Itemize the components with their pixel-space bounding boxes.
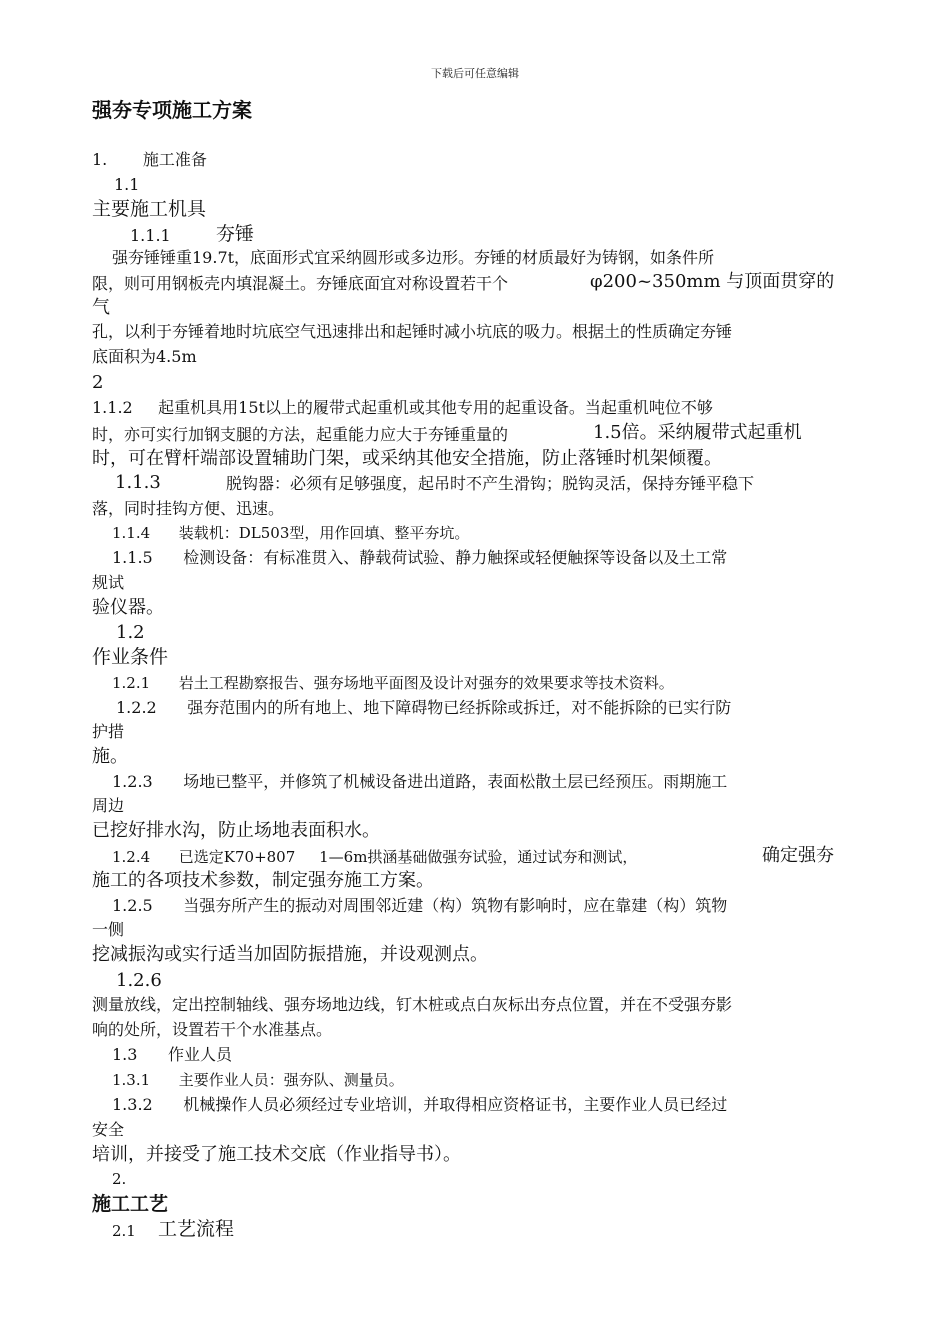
section-number-2: 2. bbox=[112, 1170, 127, 1188]
subsection-number-2-1: 2.1 bbox=[112, 1222, 136, 1240]
item-1-1-4: 1.1.4 装载机：DL503型，用作回填、整平夯坑。 bbox=[112, 524, 470, 542]
item-1-2-3: 1.2.3 场地已整平，并修筑了机械设备进出道路，表面松散土层已经预压。雨期施工 bbox=[112, 772, 728, 791]
paragraph-line: 施。 bbox=[92, 746, 128, 767]
paragraph-line: 时，可在臂杆端部设置辅助门架，或采纳其他安全措施，防止落锤时机架倾覆。 bbox=[92, 448, 722, 469]
paragraph-line: 气 bbox=[92, 297, 110, 318]
paragraph-line: 一侧 bbox=[92, 920, 125, 939]
subsection-title-1-1: 主要施工机具 bbox=[92, 198, 207, 220]
section-heading-1: 1. 施工准备 bbox=[92, 150, 207, 169]
paragraph-line: 培训，并接受了施工技术交底（作业指导书）。 bbox=[92, 1144, 461, 1165]
item-1-2-4: 1.2.4 已选定K70+807 1—6m拱涵基础做强夯试验，通过试夯和测试， bbox=[112, 848, 638, 866]
item-1-1-3-text: 脱钩器：必须有足够强度，起吊时不产生滑钩；脱钩灵活，保持夯锤平稳下 bbox=[226, 474, 755, 493]
item-1-2-1: 1.2.1 岩土工程勘察报告、强夯场地平面图及设计对强夯的效果要求等技术资料。 bbox=[112, 674, 674, 692]
paragraph-line: 1.5倍。采纳履带式起重机 bbox=[593, 422, 802, 443]
paragraph-line: 规试 bbox=[92, 573, 125, 592]
paragraph-line: 孔，以利于夯锤着地时坑底空气迅速排出和起锤时减小坑底的吸力。根据土的性质确定夯锤 bbox=[92, 322, 733, 341]
item-1-1-2: 1.1.2 起重机具用15t以上的履带式起重机或其他专用的起重设备。当起重机吨位不够 bbox=[92, 398, 713, 417]
subsection-1-3: 1.3 作业人员 bbox=[112, 1045, 232, 1064]
page-header: 下载后可任意编辑 bbox=[431, 67, 519, 80]
paragraph-line: 周边 bbox=[92, 796, 125, 815]
item-1-2-5: 1.2.5 当强夯所产生的振动对周围邻近建（构）筑物有影响时，应在靠建（构）筑物 bbox=[112, 896, 728, 915]
paragraph-line: 挖减振沟或实行适当加固防振措施，并设观测点。 bbox=[92, 944, 488, 965]
paragraph-line: 确定强夯 bbox=[762, 845, 834, 866]
item-number-1-1-1: 1.1.1 bbox=[130, 226, 171, 245]
item-title-1-1-1: 夯锤 bbox=[216, 223, 255, 245]
item-1-3-1: 1.3.1 主要作业人员：强夯队、测量员。 bbox=[112, 1071, 404, 1089]
subsection-number-1-1: 1.1 bbox=[114, 175, 140, 194]
paragraph-line: 底面积为4.5m bbox=[92, 347, 197, 366]
paragraph-line: 安全 bbox=[92, 1120, 125, 1139]
item-number-1-2-6: 1.2.6 bbox=[116, 970, 162, 991]
paragraph-line: 2 bbox=[92, 372, 104, 393]
item-number-1-1-3: 1.1.3 bbox=[115, 472, 161, 493]
subsection-number-1-2: 1.2 bbox=[116, 622, 145, 643]
section-title-2: 施工工艺 bbox=[92, 1193, 169, 1215]
paragraph-line: 测量放线，定出控制轴线、强夯场地边线，钉木桩或点白灰标出夯点位置，并在不受强夯影 bbox=[92, 995, 733, 1014]
paragraph-line: 强夯锤锤重19.7t，底面形式宜采纳圆形或多边形。夯锤的材质最好为铸钢，如条件所 bbox=[112, 248, 715, 267]
paragraph-line: 已挖好排水沟，防止场地表面积水。 bbox=[92, 820, 380, 841]
paragraph-line: 护措 bbox=[92, 722, 125, 741]
subsection-title-2-1: 工艺流程 bbox=[158, 1218, 235, 1240]
subsection-title-1-2: 作业条件 bbox=[92, 646, 169, 668]
paragraph-line: φ200~350mm 与顶面贯穿的 bbox=[590, 271, 835, 292]
paragraph-line: 时，亦可实行加钢支腿的方法，起重能力应大于夯锤重量的 bbox=[92, 425, 509, 444]
paragraph-line: 落，同时挂钩方便、迅速。 bbox=[92, 499, 285, 518]
paragraph-line: 限，则可用钢板壳内填混凝土。夯锤底面宜对称设置若干个 bbox=[92, 274, 509, 293]
item-1-3-2: 1.3.2 机械操作人员必须经过专业培训，并取得相应资格证书，主要作业人员已经过 bbox=[112, 1095, 728, 1114]
paragraph-line: 验仪器。 bbox=[92, 597, 164, 618]
document-title: 强夯专项施工方案 bbox=[92, 98, 252, 122]
paragraph-line: 响的处所，设置若干个水准基点。 bbox=[92, 1020, 333, 1039]
paragraph-line: 施工的各项技术参数，制定强夯施工方案。 bbox=[92, 870, 434, 891]
item-1-2-2: 1.2.2 强夯范围内的所有地上、地下障碍物已经拆除或拆迁，对不能拆除的已实行防 bbox=[116, 698, 732, 717]
item-1-1-5: 1.1.5 检测设备：有标准贯入、静载荷试验、静力触探或轻便触探等设备以及土工常 bbox=[112, 548, 728, 567]
